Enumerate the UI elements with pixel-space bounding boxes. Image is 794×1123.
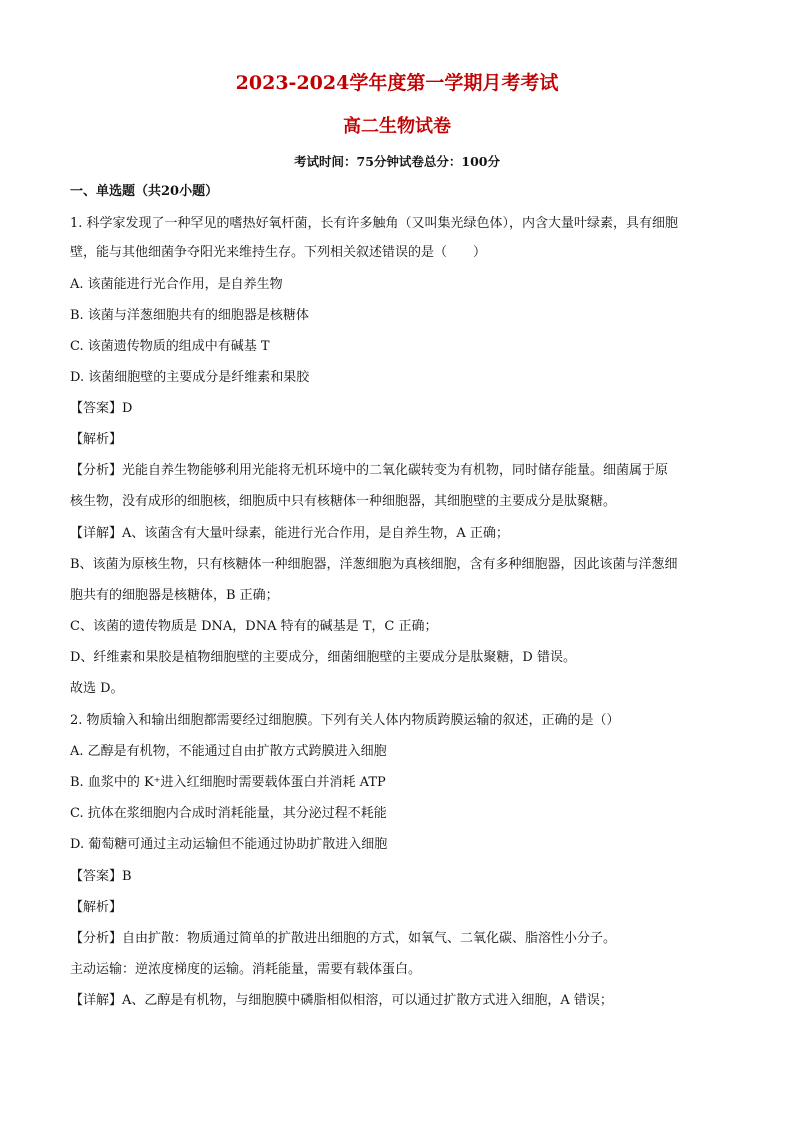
q1-stem-line1: 1. 科学家发现了一种罕见的嗜热好氧杆菌，长有许多触角（又叫集光绿色体），内含大量叶绿素，具有细胞 [70, 216, 679, 231]
q1-conclusion: 故选 D。 [70, 681, 124, 696]
q1-detail-line1: 【详解】A、该菌含有大量叶绿素，能进行光合作用，是自养生物，A 正确； [70, 526, 509, 541]
q1-stem-line2: 壁，能与其他细菌争夺阳光来维持生存。下列相关叙述错误的是（ ） [70, 245, 487, 260]
q2-analysis-label: 【解析】 [70, 900, 123, 915]
q1-answer: 【答案】D [70, 401, 133, 416]
q1-analysis-label: 【解析】 [70, 432, 123, 447]
q1-option-b: B. 该菌与洋葱细胞共有的细胞器是核糖体 [70, 308, 309, 323]
page-subtitle: 高二生物试卷 [343, 116, 451, 137]
q1-detail-line5: D、纤维素和果胶是植物细胞壁的主要成分，细菌细胞壁的主要成分是肽聚糖，D 错误。 [70, 650, 576, 665]
page-title: 2023-2024学年度第一学期月考考试 [235, 72, 559, 94]
q1-analysis-line1: 【分析】光能自养生物能够利用光能将无机环境中的二氧化碳转变为有机物，同时储存能量。细菌属于原 [70, 463, 669, 478]
q2-option-a: A. 乙醇是有机物，不能通过自由扩散方式跨膜进入细胞 [70, 744, 387, 759]
q2-option-b: B. 血浆中的 K⁺进入红细胞时需要载体蛋白并消耗 ATP [70, 775, 386, 790]
q1-detail-line4: C、该菌的遗传物质是 DNA，DNA 特有的碱基是 T，C 正确； [70, 619, 438, 634]
q2-analysis-line2: 主动运输：逆浓度梯度的运输。消耗能量，需要有载体蛋白。 [70, 962, 422, 977]
q2-analysis-line1: 【分析】自由扩散：物质通过简单的扩散进出细胞的方式，如氧气、二氧化碳、脂溶性小分子。 [70, 931, 617, 946]
q2-detail-line1: 【详解】A、乙醇是有机物，与细胞膜中磷脂相似相溶，可以通过扩散方式进入细胞，A 错误； [70, 993, 613, 1008]
q2-answer: 【答案】B [70, 869, 132, 884]
q1-option-a: A. 该菌能进行光合作用，是自养生物 [70, 277, 283, 292]
section-heading: 一、单选题（共20小题） [70, 184, 219, 199]
q2-option-d: D. 葡萄糖可通过主动运输但不能通过协助扩散进入细胞 [70, 837, 388, 852]
q1-detail-line3: 胞共有的细胞器是核糖体，B 正确； [70, 588, 279, 603]
q2-stem: 2. 物质输入和输出细胞都需要经过细胞膜。下列有关人体内物质跨膜运输的叙述，正确的是（） [70, 713, 620, 728]
exam-info: 考试时间：75分钟试卷总分：100分 [294, 154, 500, 169]
q1-option-d: D. 该菌细胞壁的主要成分是纤维素和果胶 [70, 370, 310, 385]
q1-option-c: C. 该菌遗传物质的组成中有碱基 T [70, 339, 270, 354]
q2-option-c: C. 抗体在浆细胞内合成时消耗能量，其分泌过程不耗能 [70, 806, 387, 821]
q1-analysis-line2: 核生物，没有成形的细胞核，细胞质中只有核糖体一种细胞器，其细胞壁的主要成分是肽聚糖。 [70, 494, 617, 509]
q1-detail-line2: B、该菌为原核生物，只有核糖体一种细胞器，洋葱细胞为真核细胞，含有多种细胞器，因此该菌与洋葱细 [70, 557, 678, 572]
